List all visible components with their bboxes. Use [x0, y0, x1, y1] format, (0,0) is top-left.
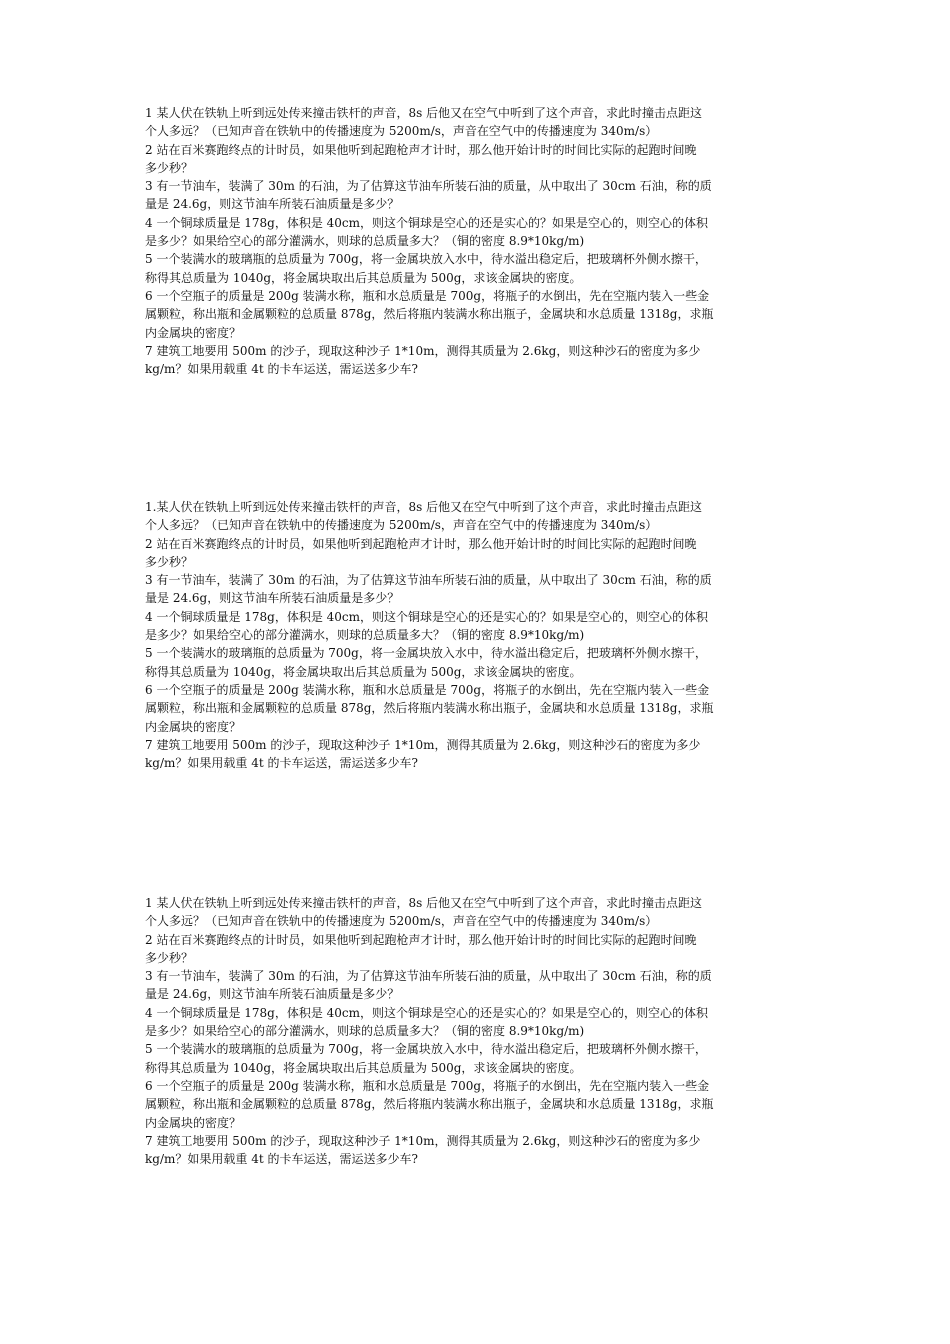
- problem-text-line: 4 一个铜球质量是 178g，体积是 40cm，则这个铜球是空心的还是实心的？如果是空心的，则空心的体积: [145, 609, 709, 624]
- problem-text-line: 3 有一节油车，装满了 30m 的石油，为了估算这节油车所装石油的质量，从中取出了 30cm 石油，称的质: [145, 573, 712, 588]
- problem-text-line: 称得其总质量为 1040g，将金属块取出后其总质量为 500g，求该金属块的密度。: [145, 270, 582, 285]
- problem-text-line: 5 一个装满水的玻璃瓶的总质量为 700g，将一金属块放入水中，待水溢出稳定后，把玻璃杯外侧水擦干，: [145, 252, 707, 267]
- problem-text-line: 内金属块的密度？: [145, 1115, 242, 1130]
- problem-text-line: 3 有一节油车，装满了 30m 的石油，为了估算这节油车所装石油的质量，从中取出了 30cm 石油，称的质: [145, 969, 712, 984]
- problem-text-line: 7 建筑工地要用 500m 的沙子，现取这种沙子 1*10m，测得其质量为 2.6kg，则这种沙石的密度为多少: [145, 343, 701, 358]
- problem-text-line: 量是 24.6g，则这节油车所装石油质量是多少？: [145, 591, 400, 606]
- problem-text-line: 称得其总质量为 1040g，将金属块取出后其总质量为 500g，求该金属块的密度。: [145, 664, 582, 679]
- problem-text-line: 是多少？如果给空心的部分灌满水，则球的总质量多大？（铜的密度 8.9*10kg/m): [145, 234, 585, 249]
- problem-text-line: 量是 24.6g，则这节油车所装石油质量是多少？: [145, 197, 400, 212]
- problem-text-line: 1.某人伏在铁轨上听到远处传来撞击铁杆的声音，8s 后他又在空气中听到了这个声音，求此时撞击点距这: [145, 500, 703, 514]
- problem-text-line: 多少秒？: [145, 554, 194, 569]
- problem-text-line: 7 建筑工地要用 500m 的沙子，现取这种沙子 1*10m，测得其质量为 2.6kg，则这种沙石的密度为多少: [145, 737, 701, 752]
- problem-set-3: [145, 894, 809, 1168]
- problem-text-line: kg/m？如果用载重 4t 的卡车运送，需运送多少车?: [145, 756, 418, 771]
- problem-text-line: 属颗粒，称出瓶和金属颗粒的总质量 878g，然后将瓶内装满水称出瓶子，金属块和水总质量 1318g，求瓶: [145, 701, 714, 716]
- problem-text-line: 1 某人伏在铁轨上听到远处传来撞击铁杆的声音，8s 后他又在空气中听到了这个声音，求此时撞击点距这: [145, 896, 703, 910]
- problem-text-line: 个人多远？（已知声音在铁轨中的传播速度为 5200m/s，声音在空气中的传播速度为 340m/s）: [145, 914, 658, 929]
- problem-text-line: kg/m？如果用载重 4t 的卡车运送，需运送多少车?: [145, 362, 418, 377]
- problem-text-line: 5 一个装满水的玻璃瓶的总质量为 700g，将一金属块放入水中，待水溢出稳定后，把玻璃杯外侧水擦干，: [145, 646, 707, 661]
- problem-text-line: 个人多远？（已知声音在铁轨中的传播速度为 5200m/s，声音在空气中的传播速度为 340m/s）: [145, 518, 658, 533]
- problem-text-line: 6 一个空瓶子的质量是 200g 装满水称，瓶和水总质量是 700g，将瓶子的水倒出，先在空瓶内装入一些金: [145, 288, 710, 303]
- problem-text-line: kg/m？如果用载重 4t 的卡车运送，需运送多少车?: [145, 1152, 418, 1167]
- problem-text-line: 个人多远？（已知声音在铁轨中的传播速度为 5200m/s，声音在空气中的传播速度为 340m/s）: [145, 124, 658, 139]
- problem-text-line: 7 建筑工地要用 500m 的沙子，现取这种沙子 1*10m，测得其质量为 2.6kg，则这种沙石的密度为多少: [145, 1133, 701, 1148]
- problem-text-line: 量是 24.6g，则这节油车所装石油质量是多少？: [145, 987, 400, 1002]
- problem-text-line: 内金属块的密度？: [145, 325, 242, 340]
- problem-set-2: [145, 498, 809, 772]
- problem-text-line: 2 站在百米赛跑终点的计时员，如果他听到起跑枪声才计时，那么他开始计时的时间比实际的起跑时间晚: [145, 536, 697, 551]
- problem-text-line: 6 一个空瓶子的质量是 200g 装满水称，瓶和水总质量是 700g，将瓶子的水倒出，先在空瓶内装入一些金: [145, 1078, 710, 1093]
- problem-text-line: 多少秒？: [145, 160, 194, 175]
- problem-text-line: 4 一个铜球质量是 178g，体积是 40cm，则这个铜球是空心的还是实心的？如果是空心的，则空心的体积: [145, 215, 709, 230]
- problem-text-line: 6 一个空瓶子的质量是 200g 装满水称，瓶和水总质量是 700g，将瓶子的水倒出，先在空瓶内装入一些金: [145, 682, 710, 697]
- problem-text-line: 是多少？如果给空心的部分灌满水，则球的总质量多大？（铜的密度 8.9*10kg/m): [145, 628, 585, 643]
- problem-text-line: 多少秒？: [145, 950, 194, 965]
- problem-text-line: 4 一个铜球质量是 178g，体积是 40cm，则这个铜球是空心的还是实心的？如果是空心的，则空心的体积: [145, 1005, 709, 1020]
- problem-text-line: 2 站在百米赛跑终点的计时员，如果他听到起跑枪声才计时，那么他开始计时的时间比实际的起跑时间晚: [145, 142, 697, 157]
- problem-text-line: 2 站在百米赛跑终点的计时员，如果他听到起跑枪声才计时，那么他开始计时的时间比实际的起跑时间晚: [145, 932, 697, 947]
- problem-text-line: 称得其总质量为 1040g，将金属块取出后其总质量为 500g，求该金属块的密度。: [145, 1060, 582, 1075]
- problem-text-line: 3 有一节油车，装满了 30m 的石油，为了估算这节油车所装石油的质量，从中取出了 30cm 石油，称的质: [145, 179, 712, 194]
- problem-text-line: 属颗粒，称出瓶和金属颗粒的总质量 878g，然后将瓶内装满水称出瓶子，金属块和水总质量 1318g，求瓶: [145, 307, 714, 322]
- problem-text-line: 5 一个装满水的玻璃瓶的总质量为 700g，将一金属块放入水中，待水溢出稳定后，把玻璃杯外侧水擦干，: [145, 1042, 707, 1057]
- problem-text-line: 内金属块的密度？: [145, 719, 242, 734]
- problem-text-line: 属颗粒，称出瓶和金属颗粒的总质量 878g，然后将瓶内装满水称出瓶子，金属块和水总质量 1318g，求瓶: [145, 1097, 714, 1112]
- problem-text-line: 1 某人伏在铁轨上听到远处传来撞击铁杆的声音，8s 后他又在空气中听到了这个声音，求此时撞击点距这: [145, 106, 703, 120]
- problem-text-line: 是多少？如果给空心的部分灌满水，则球的总质量多大？（铜的密度 8.9*10kg/m): [145, 1024, 585, 1039]
- problem-set-1: [145, 104, 809, 378]
